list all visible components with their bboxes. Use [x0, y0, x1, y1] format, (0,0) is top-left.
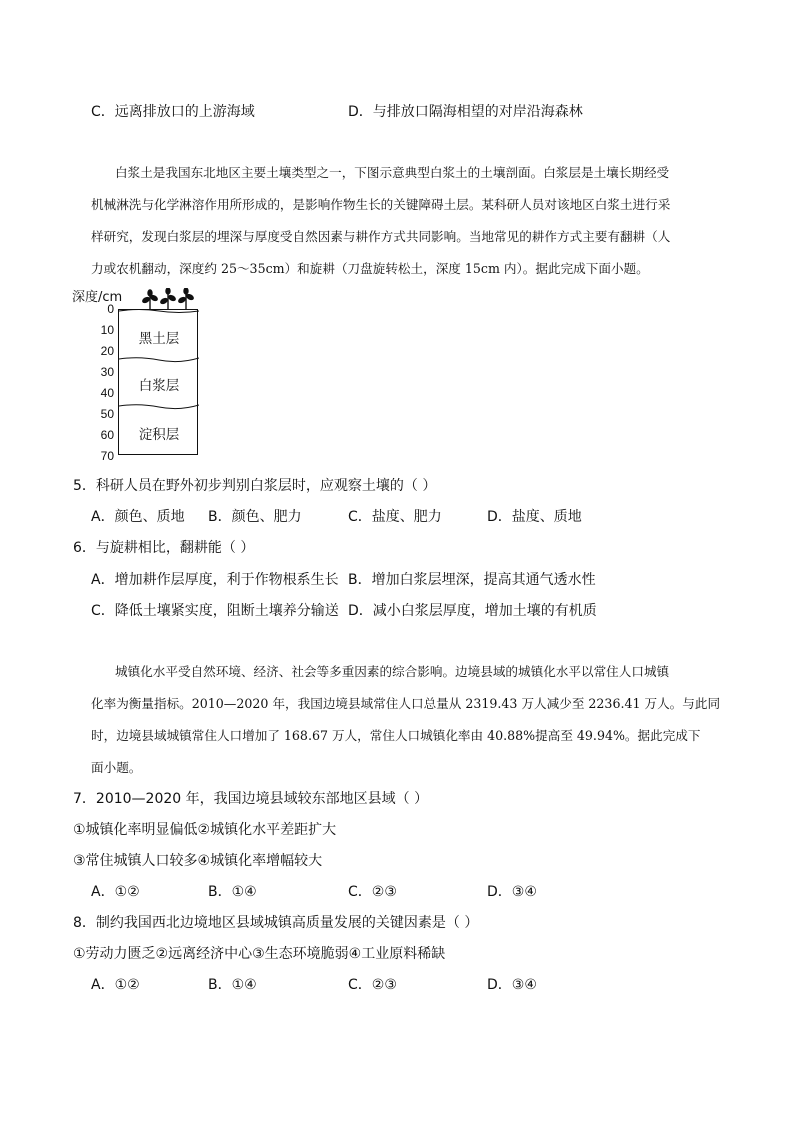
q7-option-d: D．③④	[487, 884, 537, 900]
q6-option-c: C．降低土壤紧实度，阻断土壤养分输送	[91, 603, 339, 619]
q5-stem: 5．科研人员在野外初步判别白浆层时，应观察土壤的（ ）	[73, 478, 437, 494]
q7-stem: 7．2010—2020 年，我国边境县域较东部地区县域（ ）	[73, 791, 429, 807]
q7-items-1: ①城镇化率明显偏低②城镇化水平差距扩大	[73, 822, 337, 838]
depth-tick: 0	[107, 302, 114, 316]
passage-line: 力或农机翻动，深度约 25～35cm）和旋耕（刀盘旋转松土，深度 15cm 内）。据此完成下面小题。	[91, 261, 649, 276]
layer-illuvial: 淀积层	[138, 427, 180, 443]
passage-line: 时，边境县域城镇常住人口增加了 168.67 万人，常住人口城镇化率由 40.88%提高至 49.94%。据此完成下	[91, 728, 701, 743]
passage-line: 面小题。	[91, 760, 142, 775]
q4-option-d: D．与排放口隔海相望的对岸沿海森林	[348, 104, 583, 120]
q6-option-b: B．增加白浆层埋深，提高其通气透水性	[348, 572, 596, 588]
passage-soil	[91, 157, 670, 285]
depth-tick: 50	[100, 407, 114, 421]
layer-albic: 白浆层	[138, 378, 180, 394]
q7-option-b: B．①④	[208, 884, 257, 900]
q4-option-c: C．远离排放口的上游海域	[91, 104, 255, 120]
q7-option-c: C．②③	[348, 884, 397, 900]
q8-items: ①劳动力匮乏②远离经济中心③生态环境脆弱④工业原料稀缺	[73, 946, 446, 962]
q8-option-c: C．②③	[348, 977, 397, 993]
q8-stem: 8．制约我国西北边境地区县域城镇高质量发展的关键因素是（ ）	[73, 915, 479, 931]
passage-line: 城镇化水平受自然环境、经济、社会等多重因素的综合影响。边境县域的城镇化水平以常住人口城镇	[115, 664, 670, 679]
passage-line: 机械淋洗与化学淋溶作用所形成的，是影响作物生长的关键障碍土层。某科研人员对该地区白浆土进行采	[91, 197, 671, 212]
passage-urbanization	[91, 656, 720, 784]
q6-option-d: D．减小白浆层厚度，增加土壤的有机质	[348, 603, 597, 619]
q5-option-b: B．颜色、肥力	[208, 509, 302, 525]
depth-tick: 20	[100, 344, 114, 358]
passage-line: 白浆土是我国东北地区主要土壤类型之一，下图示意典型白浆土的土壤剖面。白浆层是土壤长期经受	[115, 165, 670, 180]
q7-option-a: A．①②	[91, 884, 140, 900]
q8-option-d: D．③④	[487, 977, 537, 993]
depth-axis-label: 深度/cm	[72, 290, 123, 305]
depth-tick: 10	[100, 323, 114, 337]
q7-items-2: ③常住城镇人口较多④城镇化率增幅较大	[73, 853, 323, 869]
q8-option-b: B．①④	[208, 977, 257, 993]
q5-option-c: C．盐度、肥力	[348, 509, 442, 525]
q8-option-a: A．①②	[91, 977, 140, 993]
layer-black-soil: 黑土层	[138, 331, 180, 347]
soil-profile-box	[118, 309, 198, 455]
depth-tick: 60	[100, 428, 114, 442]
passage-line: 样研究，发现白浆层的埋深与厚度受自然因素与耕作方式共同影响。当地常见的耕作方式主要有翻耕（人	[91, 229, 671, 244]
depth-tick: 70	[100, 449, 114, 463]
depth-tick: 40	[100, 386, 114, 400]
q6-stem: 6．与旋耕相比，翻耕能（ ）	[73, 540, 255, 556]
q6-option-a: A．增加耕作层厚度，利于作物根系生长	[91, 572, 339, 588]
passage-line: 化率为衡量指标。2010—2020 年，我国边境县域常住人口总量从 2319.43 万人减少至 2236.41 万人。与此同	[91, 696, 721, 711]
depth-tick: 30	[100, 365, 114, 379]
q5-option-a: A．颜色、质地	[91, 509, 185, 525]
q5-option-d: D．盐度、质地	[487, 509, 582, 525]
